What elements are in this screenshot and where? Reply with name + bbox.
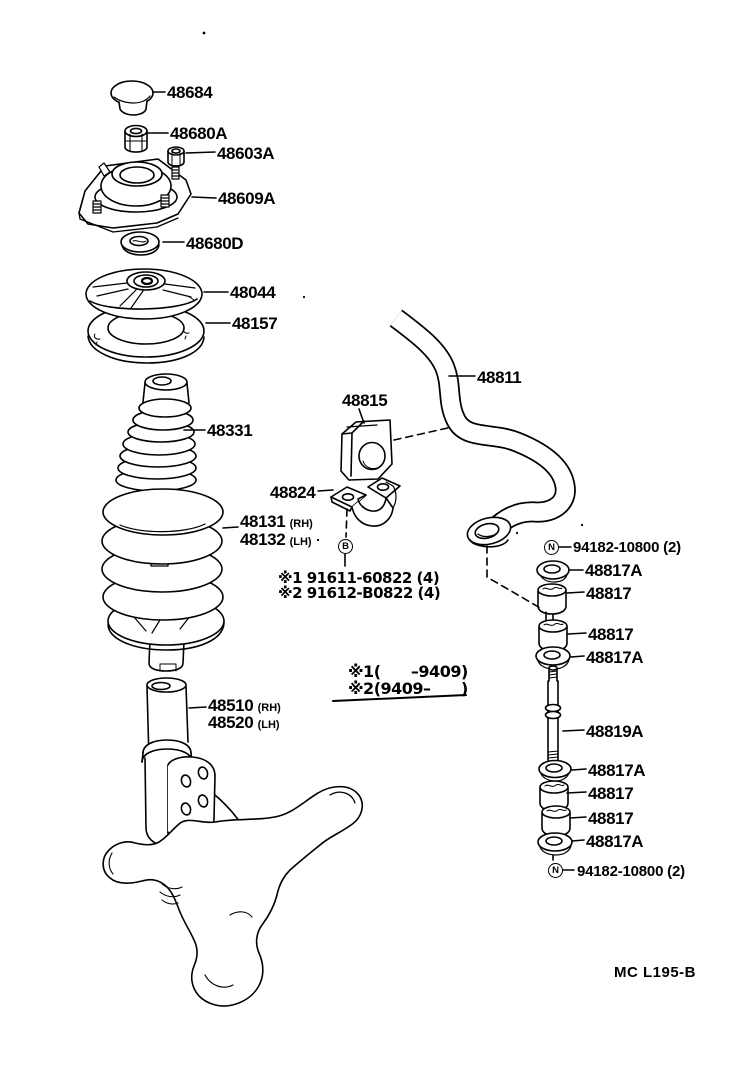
upper-seat-drawing xyxy=(86,269,202,319)
label-small-nut: 48603A xyxy=(217,144,275,163)
label-cushion-2: 48817 xyxy=(588,625,634,644)
part-number: 48131 xyxy=(240,512,286,531)
part-number: 48132 xyxy=(240,530,286,549)
note-bolt-2: ※2 91612-B0822 (4) xyxy=(278,584,441,602)
label-stab-bar: 48811 xyxy=(477,368,522,387)
suspension-support-drawing xyxy=(79,159,191,232)
note-range-2: ※2(9409– ) xyxy=(348,679,468,698)
part-number: 48520 xyxy=(208,713,254,732)
label-spring-rh xyxy=(240,513,313,530)
cap-drawing xyxy=(111,81,153,115)
label-stab-bracket: 48824 xyxy=(270,483,316,502)
circled-b-symbol: B xyxy=(338,539,353,554)
label-retainer-1: 48817A xyxy=(585,561,643,580)
label-link: 48819A xyxy=(586,722,644,741)
label-shock-rh xyxy=(208,697,281,714)
label-nut-top: 94182-10800 (2) xyxy=(573,539,681,556)
label-upper-seat: 48044 xyxy=(230,283,276,302)
label-retainer-3: 48817A xyxy=(588,761,646,780)
stabilizer-bracket-drawing xyxy=(331,478,400,526)
side-suffix: (LH) xyxy=(257,719,280,731)
note-range-1: ※1( –9409) xyxy=(348,662,468,681)
dust-washer-drawing xyxy=(121,232,159,255)
circled-n-symbol: N xyxy=(548,863,563,878)
label-retainer-2: 48817A xyxy=(586,648,644,667)
label-cushion-1: 48817 xyxy=(586,584,632,603)
label-cushion-4: 48817 xyxy=(588,809,634,828)
label-stab-bushing: 48815 xyxy=(342,391,388,410)
stabilizer-bushing-drawing xyxy=(341,420,392,480)
stabilizer-link-drawing xyxy=(536,561,572,860)
page-code: MC L195-B xyxy=(614,964,697,981)
steering-knuckle-drawing xyxy=(103,787,362,1006)
side-suffix: (RH) xyxy=(289,518,313,530)
side-suffix: (LH) xyxy=(289,536,312,548)
small-nut-drawing xyxy=(168,147,184,166)
label-cushion-3: 48817 xyxy=(588,784,634,803)
coil-spring-drawing xyxy=(102,489,224,671)
note-bolt-1: ※1 91611-60822 (4) xyxy=(278,569,440,587)
leader-lines xyxy=(146,92,586,870)
label-cap: 48684 xyxy=(167,83,213,102)
label-spring-lh xyxy=(240,531,312,548)
label-retainer-4: 48817A xyxy=(586,832,644,851)
label-nut-bottom: 94182-10800 (2) xyxy=(577,863,685,880)
label-upper-insulator: 48157 xyxy=(232,314,278,333)
part-number: 48510 xyxy=(208,696,254,715)
label-dust-washer: 48680D xyxy=(186,234,244,253)
label-shock-lh xyxy=(208,714,280,731)
label-dust-boot: 48331 xyxy=(207,421,253,440)
side-suffix: (RH) xyxy=(257,702,281,714)
dust-boot-drawing xyxy=(116,374,196,491)
label-support-nut: 48680A xyxy=(170,124,228,143)
support-nut-drawing xyxy=(125,126,147,153)
label-support: 48609A xyxy=(218,189,276,208)
circled-n-symbol: N xyxy=(544,540,559,555)
